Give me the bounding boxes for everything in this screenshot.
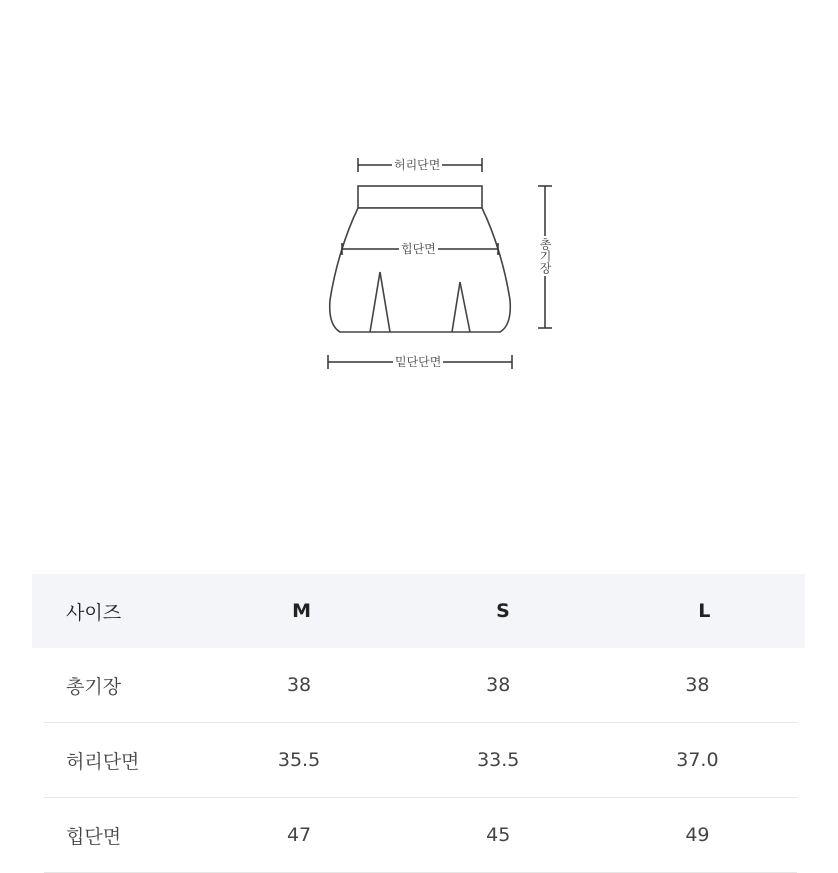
size-table-body bbox=[44, 648, 797, 873]
row-label-waist: 허리단면 bbox=[66, 750, 140, 773]
length-label: 총기장 bbox=[538, 238, 552, 274]
waist-l: 37.0 bbox=[676, 749, 719, 771]
waist-m: 35.5 bbox=[277, 749, 321, 771]
hip-s: 45 bbox=[486, 824, 511, 846]
length-m: 38 bbox=[286, 674, 312, 696]
waist-label: 허리단면 bbox=[394, 158, 441, 172]
table-row bbox=[44, 723, 797, 798]
size-table bbox=[32, 574, 805, 873]
size-header-m: M bbox=[292, 600, 312, 622]
size-header-l: L bbox=[698, 600, 711, 622]
table-row bbox=[44, 798, 797, 873]
row-label-length: 총기장 bbox=[66, 675, 122, 698]
length-s: 38 bbox=[486, 674, 511, 696]
table-row bbox=[44, 648, 797, 723]
size-table-header bbox=[32, 574, 805, 648]
skirt-size-diagram bbox=[0, 0, 838, 420]
size-header-label: 사이즈 bbox=[66, 601, 122, 624]
skirt-outline bbox=[330, 186, 511, 332]
hip-m: 47 bbox=[286, 824, 312, 846]
row-label-hip: 힙단면 bbox=[66, 825, 122, 848]
waist-s: 33.5 bbox=[477, 749, 520, 771]
hem-label: 밑단단면 bbox=[395, 355, 442, 369]
hip-label: 힙단면 bbox=[401, 242, 436, 256]
hip-l: 49 bbox=[685, 824, 710, 846]
length-l: 38 bbox=[685, 674, 710, 696]
size-header-s: S bbox=[496, 600, 510, 622]
